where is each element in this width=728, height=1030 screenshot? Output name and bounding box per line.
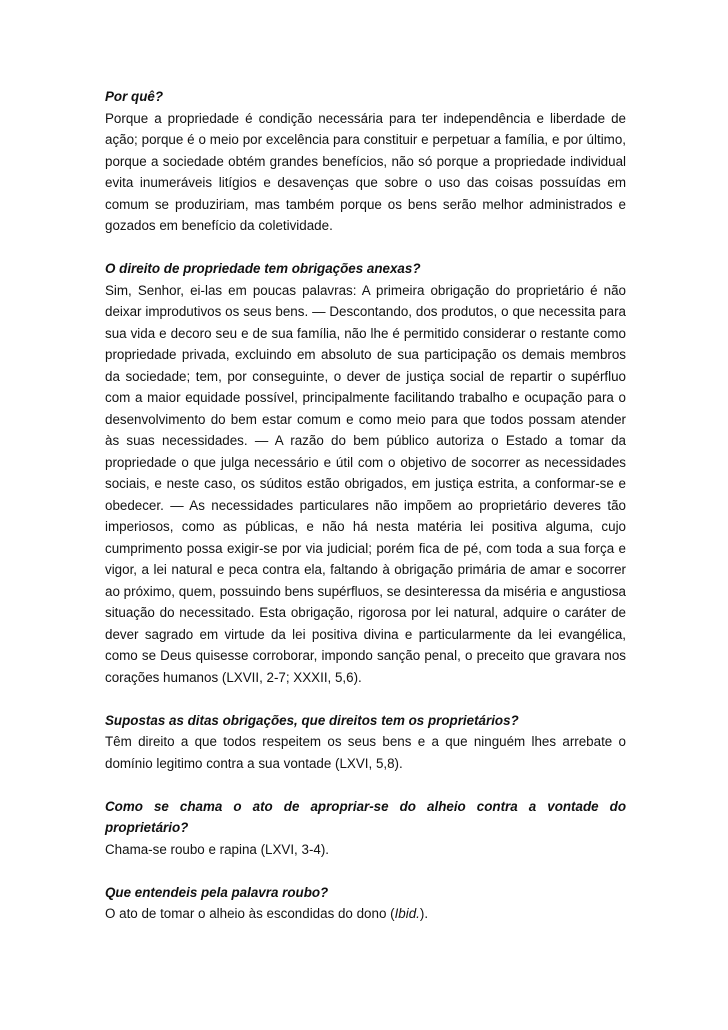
qa-block-por-que — [105, 86, 626, 237]
answer-paragraph: Chama-se roubo e rapina (LXVI, 3-4). — [105, 841, 330, 857]
answer-paragraph: Porque a propriedade é condição necessária para ter independência e liberdade de ação; porque é o meio por excelência para constituir e perpetuar a família, e por último, porque a sociedade obtém grandes benefícios, não só porque a propriedade individual evita inumeráveis litígios e desavenças que sobre o uso das coisas possuídas em comum se produziriam, mas também porque os bens serão melhor administrados e gozados em benefício da coletividade. — [105, 110, 626, 233]
answer-end: ). — [419, 906, 429, 921]
question-heading-line-1: Como se chama o ato de apropriar-se do alheio contra a vontade do — [105, 798, 626, 814]
qa-block-roubo-rapina — [105, 796, 626, 861]
question-heading-line-2: proprietário? — [105, 820, 189, 835]
question-heading: O direito de propriedade tem obrigações anexas? — [105, 261, 421, 276]
answer-paragraph — [105, 903, 626, 925]
qa-block-obrigacoes — [105, 258, 626, 688]
answer-paragraph: Sim, Senhor, ei-las em poucas palavras: A primeira obrigação do proprietário é não deixar improdutivos os seus bens. — Descontando, dos produtos, o que necessita para sua vida e decoro seu e de sua família, não lhe é permitido considerar o restante como propriedade privada, excluindo em absoluto de sua participação os demais membros da sociedade; tem, por conseguinte, o dever de justiça social de repartir o supérfluo com a maior equidade possível, principalmente facilitando trabalho e ocupação para o desenvolvimento do bem estar comum e como meio para que todos possam atender às suas necessidades. — A razão do bem público autoriza o Estado a tomar da propriedade o que julga necessário e útil com o objetivo de socorrer as necessidades sociais, e neste caso, os súditos estão obrigados, em justiça estrita, a conformar-se e obedecer. — As necessidades particulares não impõem ao proprietário deveres tão imperiosos, como as públicas, e não há nesta matéria lei positiva alguma, cujo cumprimento possa exigir-se por via judicial; porém fica de pé, com toda a sua força e vigor, a lei natural e peca contra ela, faltando à obrigação primária de amar e socorrer ao próximo, quem, possuindo bens supérfluos, se desinteressa da miséria e angustiosa situação do necessitado. Esta obrigação, rigorosa por lei natural, adquire o caráter de dever sagrado em virtude da lei positiva divina e particularmente da lei evangélica, como se Deus quisesse corroborar, impondo sanção penal, o preceito que gravara nos corações humanos (LXVII, 2-7; XXXII, 5,6). — [105, 282, 626, 685]
question-heading: Supostas as ditas obrigações, que direitos tem os proprietários? — [105, 712, 519, 728]
qa-block-roubo — [105, 882, 626, 925]
answer-paragraph: Têm direito a que todos respeitem os seus bens e a que ninguém lhes arrebate o domínio legitimo contra a sua vontade (LXVI, 5,8). — [105, 734, 626, 771]
answer-text: O ato de tomar o alheio às escondidas do dono ( — [105, 906, 395, 921]
question-heading: Que entendeis pela palavra roubo? — [105, 884, 329, 900]
question-heading: Por quê? — [105, 89, 164, 104]
answer-reference: Ibid. — [394, 906, 420, 921]
qa-block-direitos — [105, 710, 626, 775]
document-page — [105, 86, 626, 946]
